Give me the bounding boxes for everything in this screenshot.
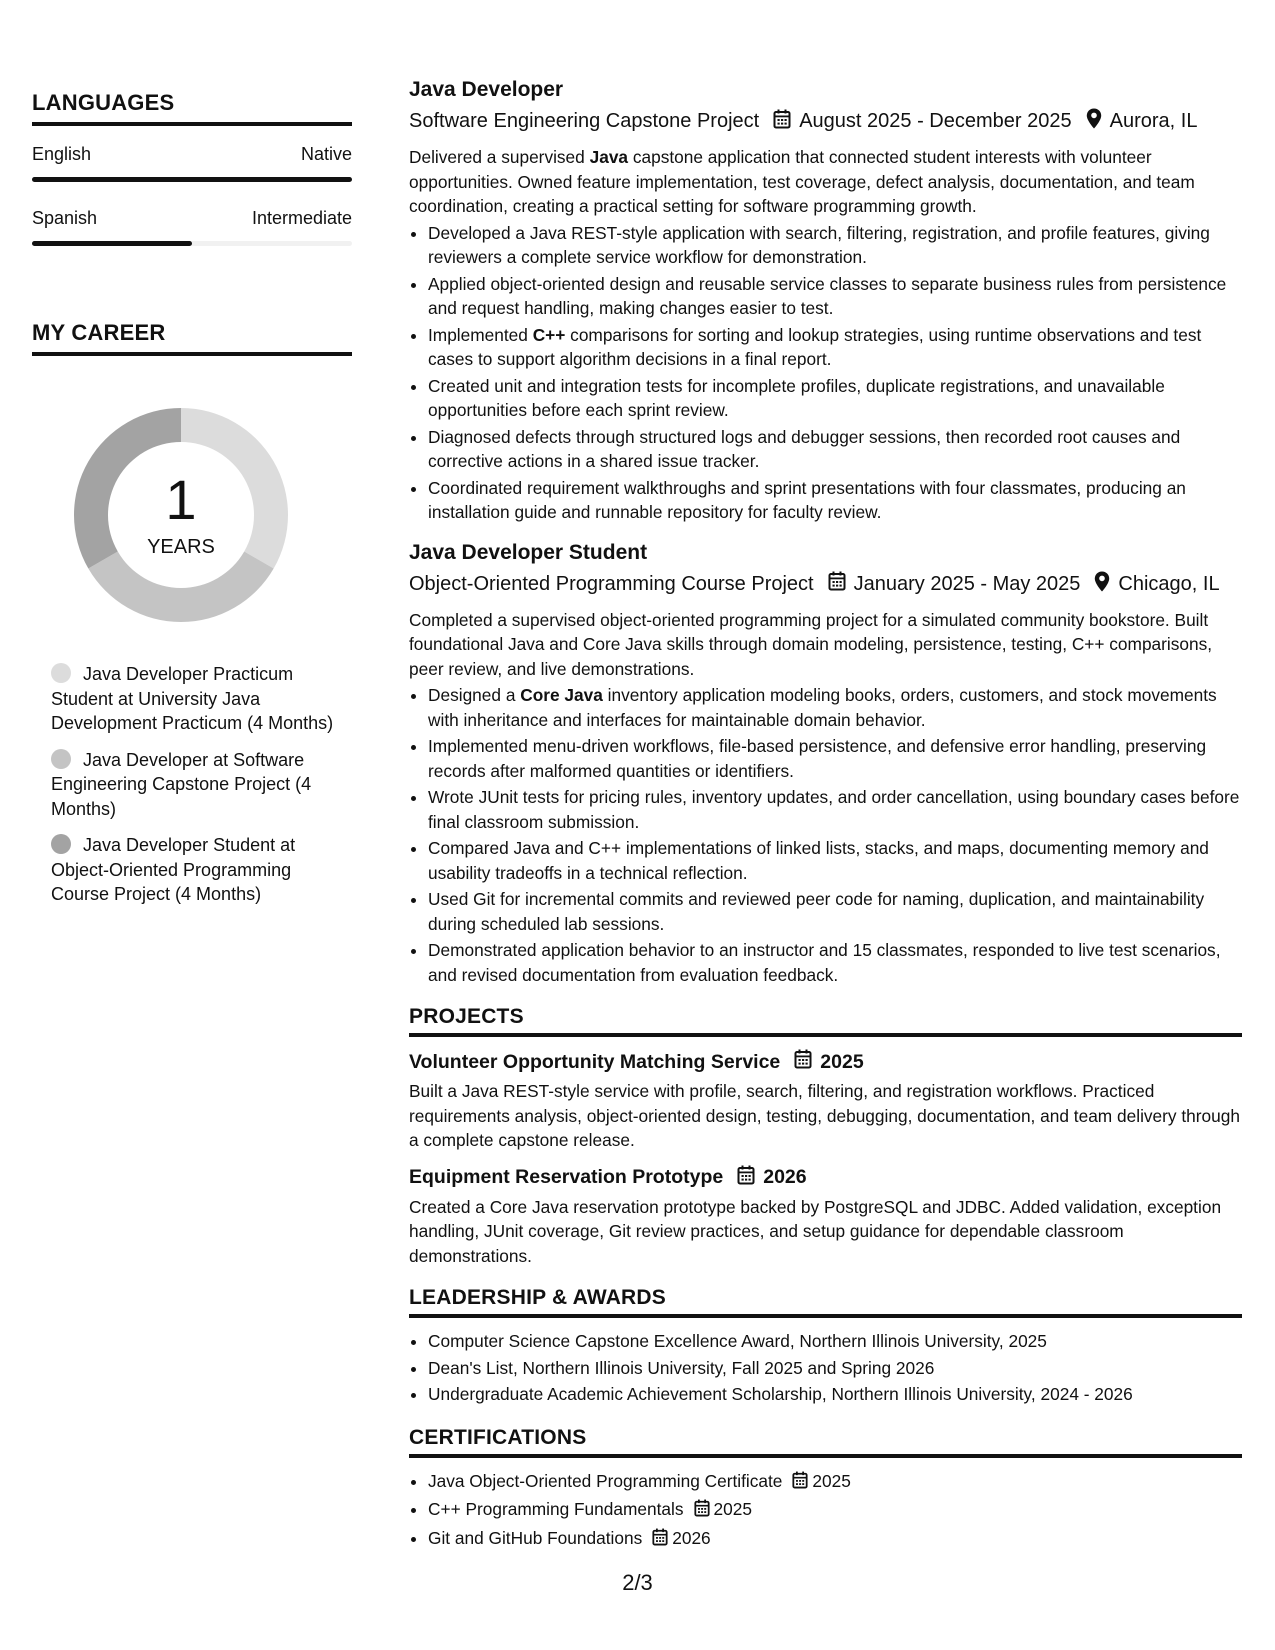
award-item: • Undergraduate Academic Achievement Scholarship, Northern Illinois University, 2024 - 2026 [428, 1381, 1242, 1408]
career-donut [66, 400, 296, 630]
language-item [32, 144, 352, 182]
bullet-bold: C++ [532, 324, 566, 345]
job-bullet: • Compared Java and C++ implementations of linked lists, stacks, and maps, documenting memory and usability tradeoffs in a technical reflection. [428, 836, 1242, 885]
certification-item [428, 1496, 1242, 1525]
job-bullet: • Demonstrated application behavior to an instructor and 15 classmates, responded to live test scenarios, and revised documentation from evaluation feedback. [428, 938, 1242, 987]
certifications-section [409, 1426, 1242, 1554]
job-meta [409, 571, 1242, 598]
job-dates: January 2025 - May 2025 [853, 572, 1081, 595]
language-bar-fill [32, 241, 192, 246]
job-title: Java Developer [409, 78, 564, 101]
project-description: Created a Core Java reservation prototype backed by PostgreSQL and JDBC. Added validation, exception handling, JUnit coverage, Git review practices, and setup guidance for dependable classroom demonstrations. [409, 1196, 1222, 1266]
legend-dot [51, 749, 71, 769]
job-organization: Software Engineering Capstone Project [409, 110, 760, 132]
experience-entry [409, 541, 1242, 988]
calendar-icon [794, 1049, 812, 1075]
certification-year: 2026 [672, 1527, 711, 1548]
certification-item [428, 1468, 1242, 1497]
language-level: Native [300, 144, 352, 164]
certification-name: Git and GitHub Foundations [428, 1527, 643, 1548]
projects-section [409, 1005, 1242, 1268]
project-description: Built a Java REST-style service with profile, search, filtering, and registration workflows. Practiced requirements analysis, object-oriented design, testing, debugging, documentation, and team delivery through a complete capstone release. [409, 1081, 1240, 1150]
job-bullet: • Created unit and integration tests for incomplete profiles, duplicate registrations, and unavailable opportunities before each sprint review. [428, 374, 1242, 423]
bullet-bold: Core Java [520, 685, 603, 705]
bullet-text: Implemented [428, 324, 533, 345]
left-column [32, 90, 352, 919]
language-bar [32, 241, 352, 246]
job-description: Completed a supervised object-oriented programming project for a simulated community bookstore. Built foundational Java and Core Java skills through domain modeling, persistence, testing, C++ comparisons, peer review, and live demonstrations. [409, 609, 1213, 679]
certification-year: 2025 [812, 1470, 851, 1491]
project-title: Equipment Reservation Prototype [409, 1166, 724, 1188]
experience-entry [409, 78, 1242, 525]
job-organization: Object-Oriented Programming Course Project [409, 572, 814, 595]
calendar-icon [773, 109, 791, 135]
bullet-text: inventory application modeling books, orders, customers, and stock movements with inheritance and interfaces for maintainable domain behavior. [428, 685, 1217, 730]
calendar-icon [694, 1501, 710, 1521]
language-name: Spanish [32, 208, 98, 228]
career-legend-label: Java Developer Student at Object-Oriented Programming Course Project (4 Months) [51, 835, 296, 904]
desc-text: capstone application that connected student interests with volunteer opportunities. Owned feature implementation, test coverage, defect analysis, documentation, and team coordination, creating a practical setting for software programming growth. [409, 147, 1195, 216]
desc-text: Delivered a supervised [409, 147, 590, 167]
job-bullets [409, 683, 1242, 987]
job-bullet: • Coordinated requirement walkthroughs and sprint presentations with four classmates, producing an installation guide and runnable repository for faculty review. [428, 476, 1242, 525]
job-bullet: • Applied object-oriented design and reusable service classes to separate business rules from persistence and request handling, making changes easier to test. [428, 272, 1242, 321]
job-description [409, 145, 1242, 219]
job-bullet: • Implemented menu-driven workflows, file-based persistence, and defensive error handling, preserving records after malformed quantities or identifiers. [428, 734, 1242, 783]
calendar-icon [828, 571, 846, 597]
certifications-list [409, 1468, 1242, 1554]
language-item [32, 208, 352, 246]
career-legend-label: Java Developer at Software Engineering Capstone Project (4 Months) [51, 749, 312, 819]
job-location: Aurora, IL [1109, 110, 1198, 132]
career-heading: MY CAREER [32, 320, 352, 356]
calendar-icon [652, 1530, 668, 1550]
job-bullets [409, 221, 1242, 525]
project-entry [409, 1165, 1242, 1269]
project-entry [409, 1049, 1242, 1153]
career-legend-item [51, 748, 341, 822]
job-bullet [428, 683, 1242, 732]
right-column [409, 78, 1242, 1553]
calendar-icon [792, 1473, 808, 1493]
map-pin-icon [1086, 108, 1102, 135]
project-year: 2025 [820, 1050, 864, 1073]
job-bullet: • Wrote JUnit tests for pricing rules, inventory updates, and order cancellation, using boundary cases before final classroom submission. [428, 785, 1242, 834]
language-name: English [32, 144, 92, 164]
career-section [32, 320, 352, 907]
career-legend-item [51, 833, 341, 907]
job-dates: August 2025 - December 2025 [799, 110, 1072, 132]
career-legend-label: Java Developer Practicum Student at University Java Development Practicum (4 Months) [51, 664, 334, 733]
certification-name: Java Object-Oriented Programming Certificate [428, 1470, 783, 1491]
career-total-unit: YEARS [147, 536, 215, 558]
job-bullet [428, 323, 1242, 372]
project-title: Volunteer Opportunity Matching Service [409, 1050, 781, 1073]
project-year: 2026 [763, 1166, 807, 1188]
bullet-text: Designed a [428, 685, 521, 705]
job-bullet: • Diagnosed defects through structured logs and debugger sessions, then recorded root causes and corrective actions in a shared issue tracker. [428, 425, 1242, 474]
career-legend [51, 662, 341, 907]
certification-item [428, 1525, 1242, 1554]
bullet-text: comparisons for sorting and lookup strategies, using runtime observations and test cases to support algorithm decisions in a final report. [428, 324, 1202, 369]
map-pin-icon [1094, 571, 1110, 598]
certifications-heading: CERTIFICATIONS [409, 1426, 1242, 1458]
calendar-icon [737, 1165, 755, 1191]
legend-dot [51, 663, 71, 683]
job-bullet: • Developed a Java REST-style application with search, filtering, registration, and profile features, giving reviewers a complete service workflow for demonstration. [428, 221, 1242, 270]
language-bar-fill [32, 177, 352, 182]
certification-year: 2025 [713, 1499, 752, 1519]
page-number: 2/3 [622, 1570, 653, 1595]
legend-dot [51, 834, 71, 854]
job-location: Chicago, IL [1118, 572, 1220, 595]
award-item: • Computer Science Capstone Excellence Award, Northern Illinois University, 2025 [428, 1328, 1242, 1355]
language-bar [32, 177, 352, 182]
desc-bold: Java [589, 147, 629, 167]
award-item: • Dean's List, Northern Illinois University, Fall 2025 and Spring 2026 [428, 1355, 1242, 1382]
job-title: Java Developer Student [409, 540, 648, 564]
projects-heading: PROJECTS [409, 1005, 1242, 1037]
career-legend-item [51, 662, 341, 736]
certification-name: C++ Programming Fundamentals [428, 1499, 684, 1519]
leadership-section [409, 1286, 1242, 1408]
job-bullet: • Used Git for incremental commits and reviewed peer code for naming, duplication, and maintainability during scheduled lab sessions. [428, 887, 1242, 936]
leadership-list [409, 1328, 1242, 1408]
leadership-heading: LEADERSHIP & AWARDS [409, 1286, 1242, 1318]
career-total-number: 1 [165, 468, 197, 531]
language-level: Intermediate [251, 208, 352, 228]
languages-heading: LANGUAGES [32, 90, 352, 126]
job-meta [409, 108, 1242, 135]
